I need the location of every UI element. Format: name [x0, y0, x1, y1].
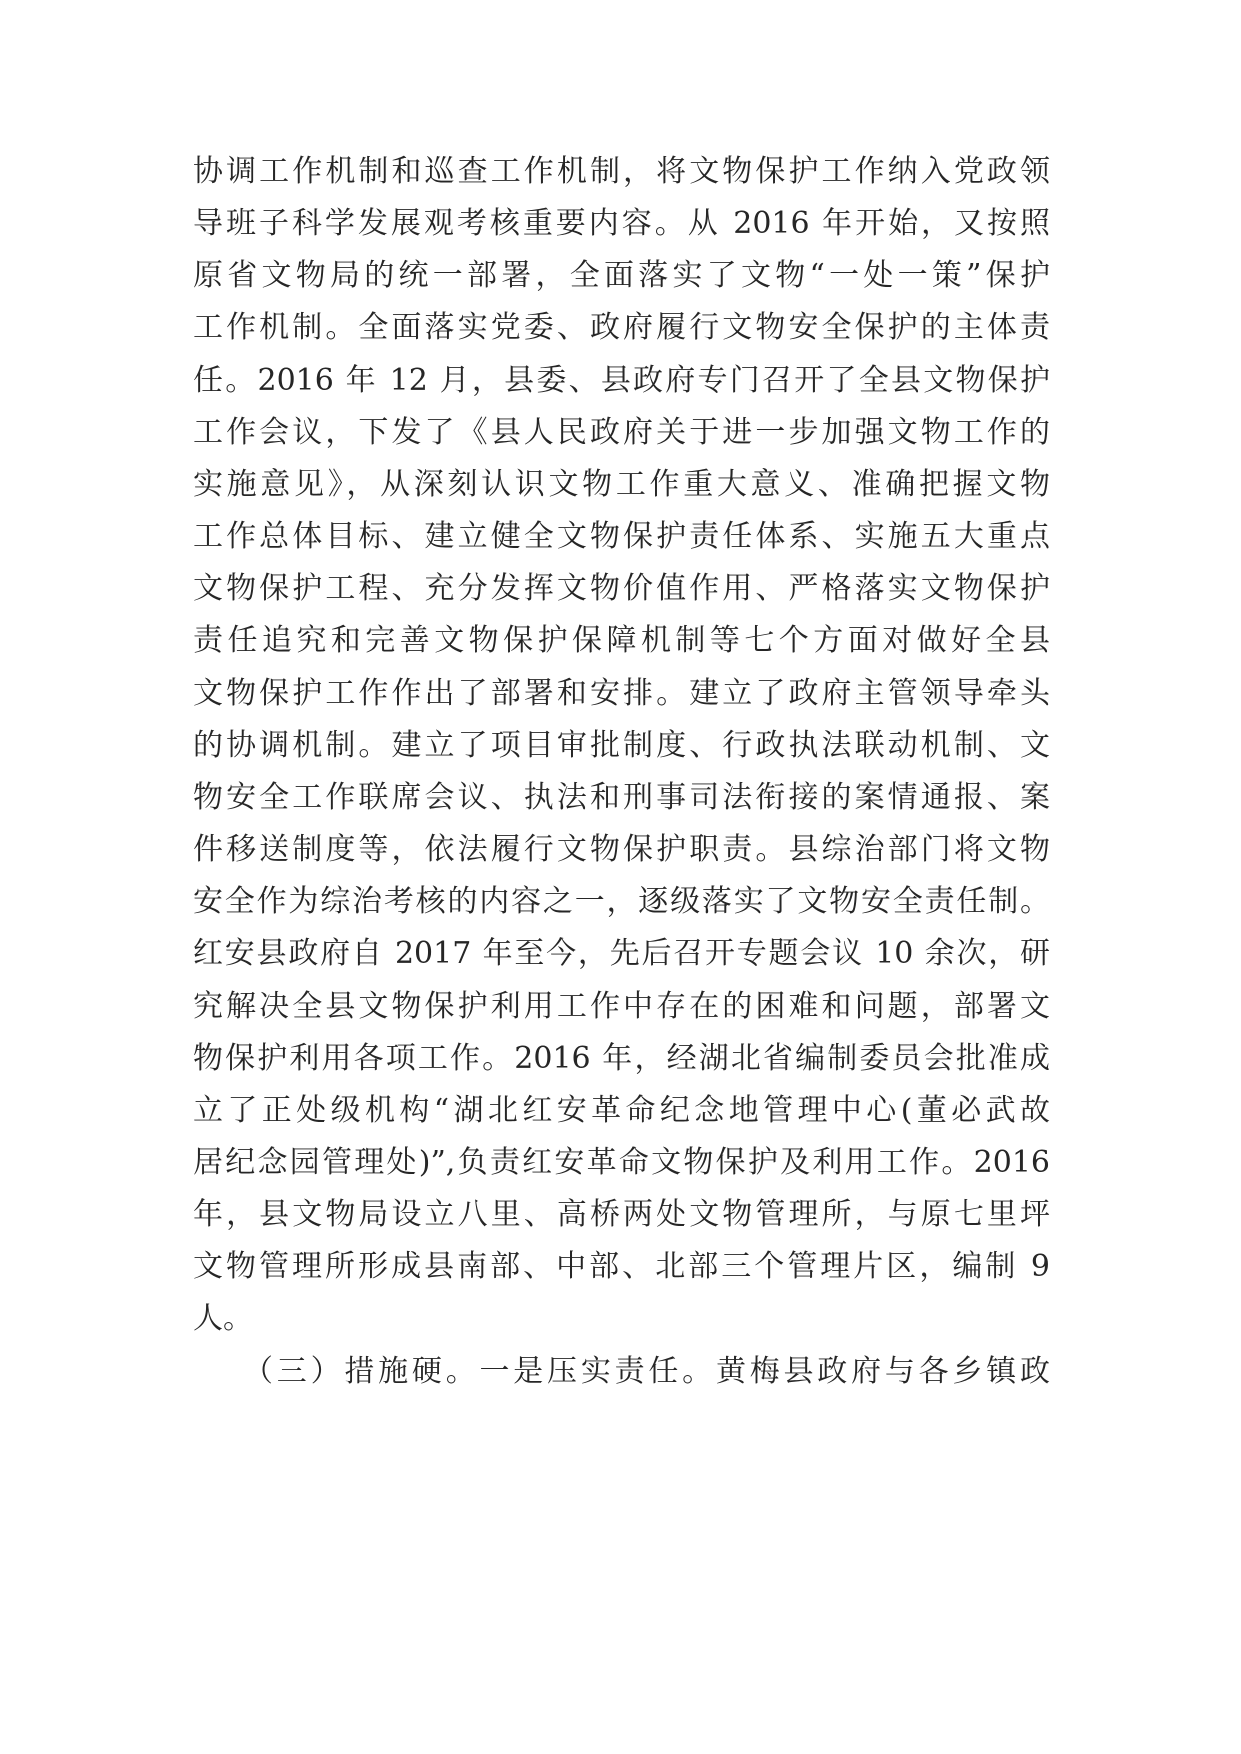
- body-text: [193, 146, 1050, 1398]
- text-line: 安全作为综治考核的内容之一，逐级落实了文物安全责任制。: [193, 884, 1050, 920]
- text-line: 文物保护工作作出了部署和安排。建立了政府主管领导牵头: [193, 675, 1050, 711]
- text-line: 的协调机制。建立了项目审批制度、行政执法联动机制、文: [193, 727, 1050, 763]
- text-line: 实施意见》，从深刻认识文物工作重大意义、准确把握文物: [193, 466, 1050, 502]
- paragraph-end-line: 人。: [193, 1301, 253, 1337]
- text-line: 工作总体目标、建立健全文物保护责任体系、实施五大重点: [193, 519, 1050, 555]
- section-heading-line: （三）措施硬。一是压实责任。黄梅县政府与各乡镇政: [243, 1353, 1050, 1389]
- text-line: 件移送制度等，依法履行文物保护职责。县综治部门将文物: [193, 832, 1050, 868]
- text-line: 工作机制。全面落实党委、政府履行文物安全保护的主体责: [193, 310, 1050, 346]
- text-line: 原省文物局的统一部署，全面落实了文物“一处一策”保护: [193, 258, 1050, 294]
- text-line: 居纪念园管理处)”,负责红安革命文物保护及利用工作。2016: [193, 1144, 1050, 1180]
- text-line: 究解决全县文物保护利用工作中存在的困难和问题，部署文: [193, 988, 1050, 1024]
- text-line: 工作会议，下发了《县人民政府关于进一步加强文物工作的: [193, 414, 1050, 450]
- text-line: 物保护利用各项工作。2016 年，经湖北省编制委员会批准成: [193, 1040, 1050, 1076]
- text-line: 年，县文物局设立八里、高桥两处文物管理所，与原七里坪: [193, 1197, 1050, 1233]
- text-line: 立了正处级机构“湖北红安革命纪念地管理中心(董必武故: [193, 1092, 1050, 1128]
- text-line: 文物保护工程、充分发挥文物价值作用、严格落实文物保护: [193, 571, 1050, 607]
- text-line: 导班子科学发展观考核重要内容。从 2016 年开始，又按照: [193, 206, 1050, 242]
- text-line: 物安全工作联席会议、执法和刑事司法衔接的案情通报、案: [193, 779, 1050, 815]
- text-line: 红安县政府自 2017 年至今，先后召开专题会议 10 余次，研: [193, 936, 1050, 972]
- text-line: 任。2016 年 12 月，县委、县政府专门召开了全县文物保护: [193, 362, 1050, 398]
- text-line: 文物管理所形成县南部、中部、北部三个管理片区，编制 9: [193, 1249, 1050, 1285]
- text-line: 协调工作机制和巡查工作机制，将文物保护工作纳入党政领: [193, 154, 1050, 189]
- text-line: 责任追究和完善文物保护保障机制等七个方面对做好全县: [193, 623, 1050, 659]
